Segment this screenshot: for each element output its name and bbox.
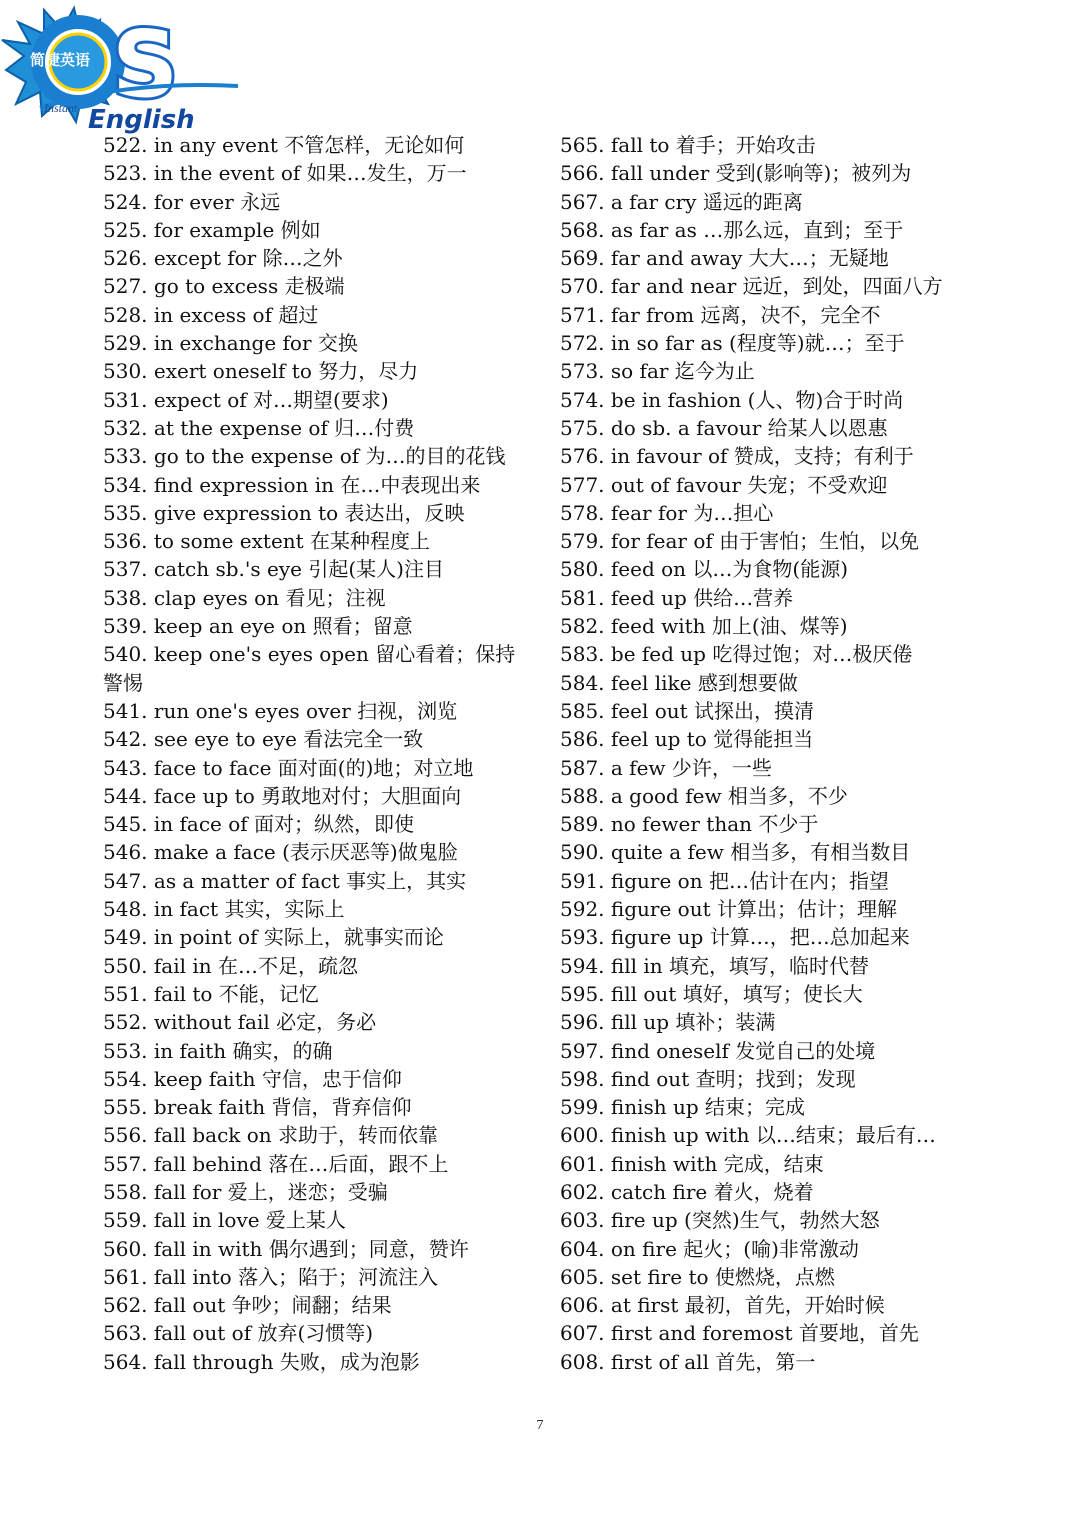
list-item: 575. do sb. a favour 给某人以恩惠 <box>560 415 888 440</box>
list-item: 568. as far as …那么远，直到；至于 <box>560 217 904 242</box>
phrase-list-right <box>560 131 1060 1376</box>
list-item: 557. fall behind 落在…后面，跟不上 <box>103 1151 449 1176</box>
list-item: 554. keep faith 守信，忠于信仰 <box>103 1066 402 1091</box>
list-item: 547. as a matter of fact 事实上，其实 <box>103 868 467 893</box>
list-item: 588. a good few 相当多，不少 <box>560 783 848 808</box>
page-number: 7 <box>536 1418 544 1433</box>
list-item: 563. fall out of 放弃(习惯等) <box>103 1321 374 1346</box>
list-item: 569. far and away 大大…；无疑地 <box>560 246 889 271</box>
list-item: 577. out of favour 失宠；不受欢迎 <box>560 472 888 497</box>
list-item: 531. expect of 对…期望(要求) <box>103 387 389 412</box>
list-item: 570. far and near 远近，到处，四面八方 <box>560 274 943 299</box>
list-item: 581. feed up 供给…营养 <box>560 585 794 610</box>
list-item: 587. a few 少许，一些 <box>560 755 772 780</box>
list-item: 523. in the event of 如果…发生，万一 <box>103 161 467 186</box>
list-item: 559. fall in love 爱上某人 <box>103 1208 346 1233</box>
list-item: 536. to some extent 在某种程度上 <box>103 529 431 554</box>
list-item: 525. for example 例如 <box>103 217 321 242</box>
list-item: 535. give expression to 表达出，反映 <box>103 500 465 525</box>
logo-instant-text: Instant <box>44 101 78 115</box>
list-item: 540. keep one's eyes open 留心看着；保持警惕 <box>103 642 516 695</box>
list-item: 589. no fewer than 不少于 <box>560 812 819 837</box>
list-item: 545. in face of 面对；纵然，即使 <box>103 812 415 837</box>
list-item: 564. fall through 失败，成为泡影 <box>103 1349 420 1374</box>
list-item: 572. in so far as (程度等)就…；至于 <box>560 331 905 356</box>
list-item: 586. feel up to 觉得能担当 <box>560 727 814 752</box>
list-item: 579. for fear of 由于害怕；生怕，以免 <box>560 529 920 554</box>
list-item: 603. fire up (突然)生气，勃然大怒 <box>560 1208 880 1233</box>
list-item: 546. make a face (表示厌恶等)做鬼脸 <box>103 840 458 865</box>
list-item: 533. go to the expense of 为…的目的花钱 <box>103 444 506 469</box>
list-item: 574. be in fashion (人、物)合于时尚 <box>560 387 904 412</box>
instant-english-logo <box>0 0 240 140</box>
list-item: 542. see eye to eye 看法完全一致 <box>103 727 424 752</box>
list-item: 571. far from 远离，决不，完全不 <box>560 302 881 327</box>
list-item: 543. face to face 面对面(的)地；对立地 <box>103 755 474 780</box>
list-item: 538. clap eyes on 看见；注视 <box>103 585 386 610</box>
list-item: 604. on fire 起火；(喻)非常激动 <box>560 1236 859 1261</box>
list-item: 556. fall back on 求助于，转而依靠 <box>103 1123 439 1148</box>
list-item: 524. for ever 永远 <box>103 189 281 214</box>
list-item: 592. figure out 计算出；估计；理解 <box>560 897 897 922</box>
list-item: 522. in any event 不管怎样，无论如何 <box>103 133 465 157</box>
list-item: 541. run one's eyes over 扫视，浏览 <box>103 698 458 723</box>
list-item: 606. at first 最初，首先，开始时候 <box>560 1293 885 1318</box>
list-item: 534. find expression in 在…中表现出来 <box>103 472 481 497</box>
list-item: 576. in favour of 赞成，支持；有利于 <box>560 444 914 469</box>
list-item: 607. first and foremost 首要地，首先 <box>560 1321 919 1346</box>
list-item: 573. so far 迄今为止 <box>560 359 755 384</box>
list-item: 565. fall to 着手；开始攻击 <box>560 133 816 157</box>
phrase-list-left <box>103 131 533 1376</box>
list-item: 590. quite a few 相当多，有相当数目 <box>560 840 911 865</box>
list-item: 532. at the expense of 归…付费 <box>103 415 415 440</box>
list-item: 562. fall out 争吵；闹翻；结果 <box>103 1293 392 1318</box>
list-item: 550. fail in 在…不足，疏忽 <box>103 953 358 978</box>
list-item: 555. break faith 背信，背弃信仰 <box>103 1095 412 1120</box>
list-item: 585. feel out 试探出，摸清 <box>560 698 815 723</box>
list-item: 583. be fed up 吃得过饱；对…极厌倦 <box>560 642 913 667</box>
list-item: 530. exert oneself to 努力，尽力 <box>103 359 419 384</box>
list-item: 597. find oneself 发觉自己的处境 <box>560 1038 876 1063</box>
list-item: 548. in fact 其实，实际上 <box>103 897 345 922</box>
list-item: 560. fall in with 偶尔遇到；同意，赞许 <box>103 1236 469 1261</box>
list-item: 594. fill in 填充，填写，临时代替 <box>560 953 870 978</box>
list-item: 598. find out 查明；找到；发现 <box>560 1066 856 1091</box>
list-item: 601. finish with 完成，结束 <box>560 1151 824 1176</box>
list-item: 584. feel like 感到想要做 <box>560 670 798 695</box>
list-item: 580. feed on 以…为食物(能源) <box>560 557 849 582</box>
logo-s-letter: S <box>112 11 179 118</box>
list-item: 608. first of all 首先，第一 <box>560 1349 816 1374</box>
list-item: 566. fall under 受到(影响等)；被列为 <box>560 161 912 186</box>
list-item: 595. fill out 填好，填写；使长大 <box>560 981 863 1006</box>
list-item: 527. go to excess 走极端 <box>103 274 345 299</box>
list-item: 529. in exchange for 交换 <box>103 331 358 356</box>
list-item: 593. figure up 计算…，把…总加起来 <box>560 925 910 950</box>
list-item: 605. set fire to 使燃烧，点燃 <box>560 1264 835 1289</box>
list-item: 599. finish up 结束；完成 <box>560 1095 806 1120</box>
list-item: 528. in excess of 超过 <box>103 302 319 327</box>
list-item: 596. fill up 填补；装满 <box>560 1010 776 1035</box>
list-item: 526. except for 除…之外 <box>103 246 343 271</box>
list-item: 544. face up to 勇敢地对付；大胆面向 <box>103 783 462 808</box>
list-item: 539. keep an eye on 照看；留意 <box>103 614 413 639</box>
list-item: 558. fall for 爱上，迷恋；受骗 <box>103 1179 388 1204</box>
list-item: 578. fear for 为…担心 <box>560 500 774 525</box>
list-item: 582. feed with 加上(油、煤等) <box>560 614 848 639</box>
list-item: 537. catch sb.'s eye 引起(某人)注目 <box>103 557 444 582</box>
list-item: 553. in faith 确实，的确 <box>103 1038 333 1063</box>
list-item: 602. catch fire 着火，烧着 <box>560 1179 814 1204</box>
list-item: 552. without fail 必定，务必 <box>103 1010 377 1035</box>
list-item: 551. fail to 不能，记忆 <box>103 981 319 1006</box>
list-item: 600. finish up with 以…结束；最后有… <box>560 1123 936 1148</box>
logo-english-text: English <box>88 105 195 135</box>
list-item: 549. in point of 实际上，就事实而论 <box>103 925 444 950</box>
list-item: 561. fall into 落入；陷于；河流注入 <box>103 1264 439 1289</box>
logo-graphic <box>0 0 240 140</box>
list-item: 567. a far cry 遥远的距离 <box>560 189 803 214</box>
list-item: 591. figure on 把…估计在内；指望 <box>560 868 889 893</box>
logo-badge-text: 简捷英语 <box>29 51 91 69</box>
